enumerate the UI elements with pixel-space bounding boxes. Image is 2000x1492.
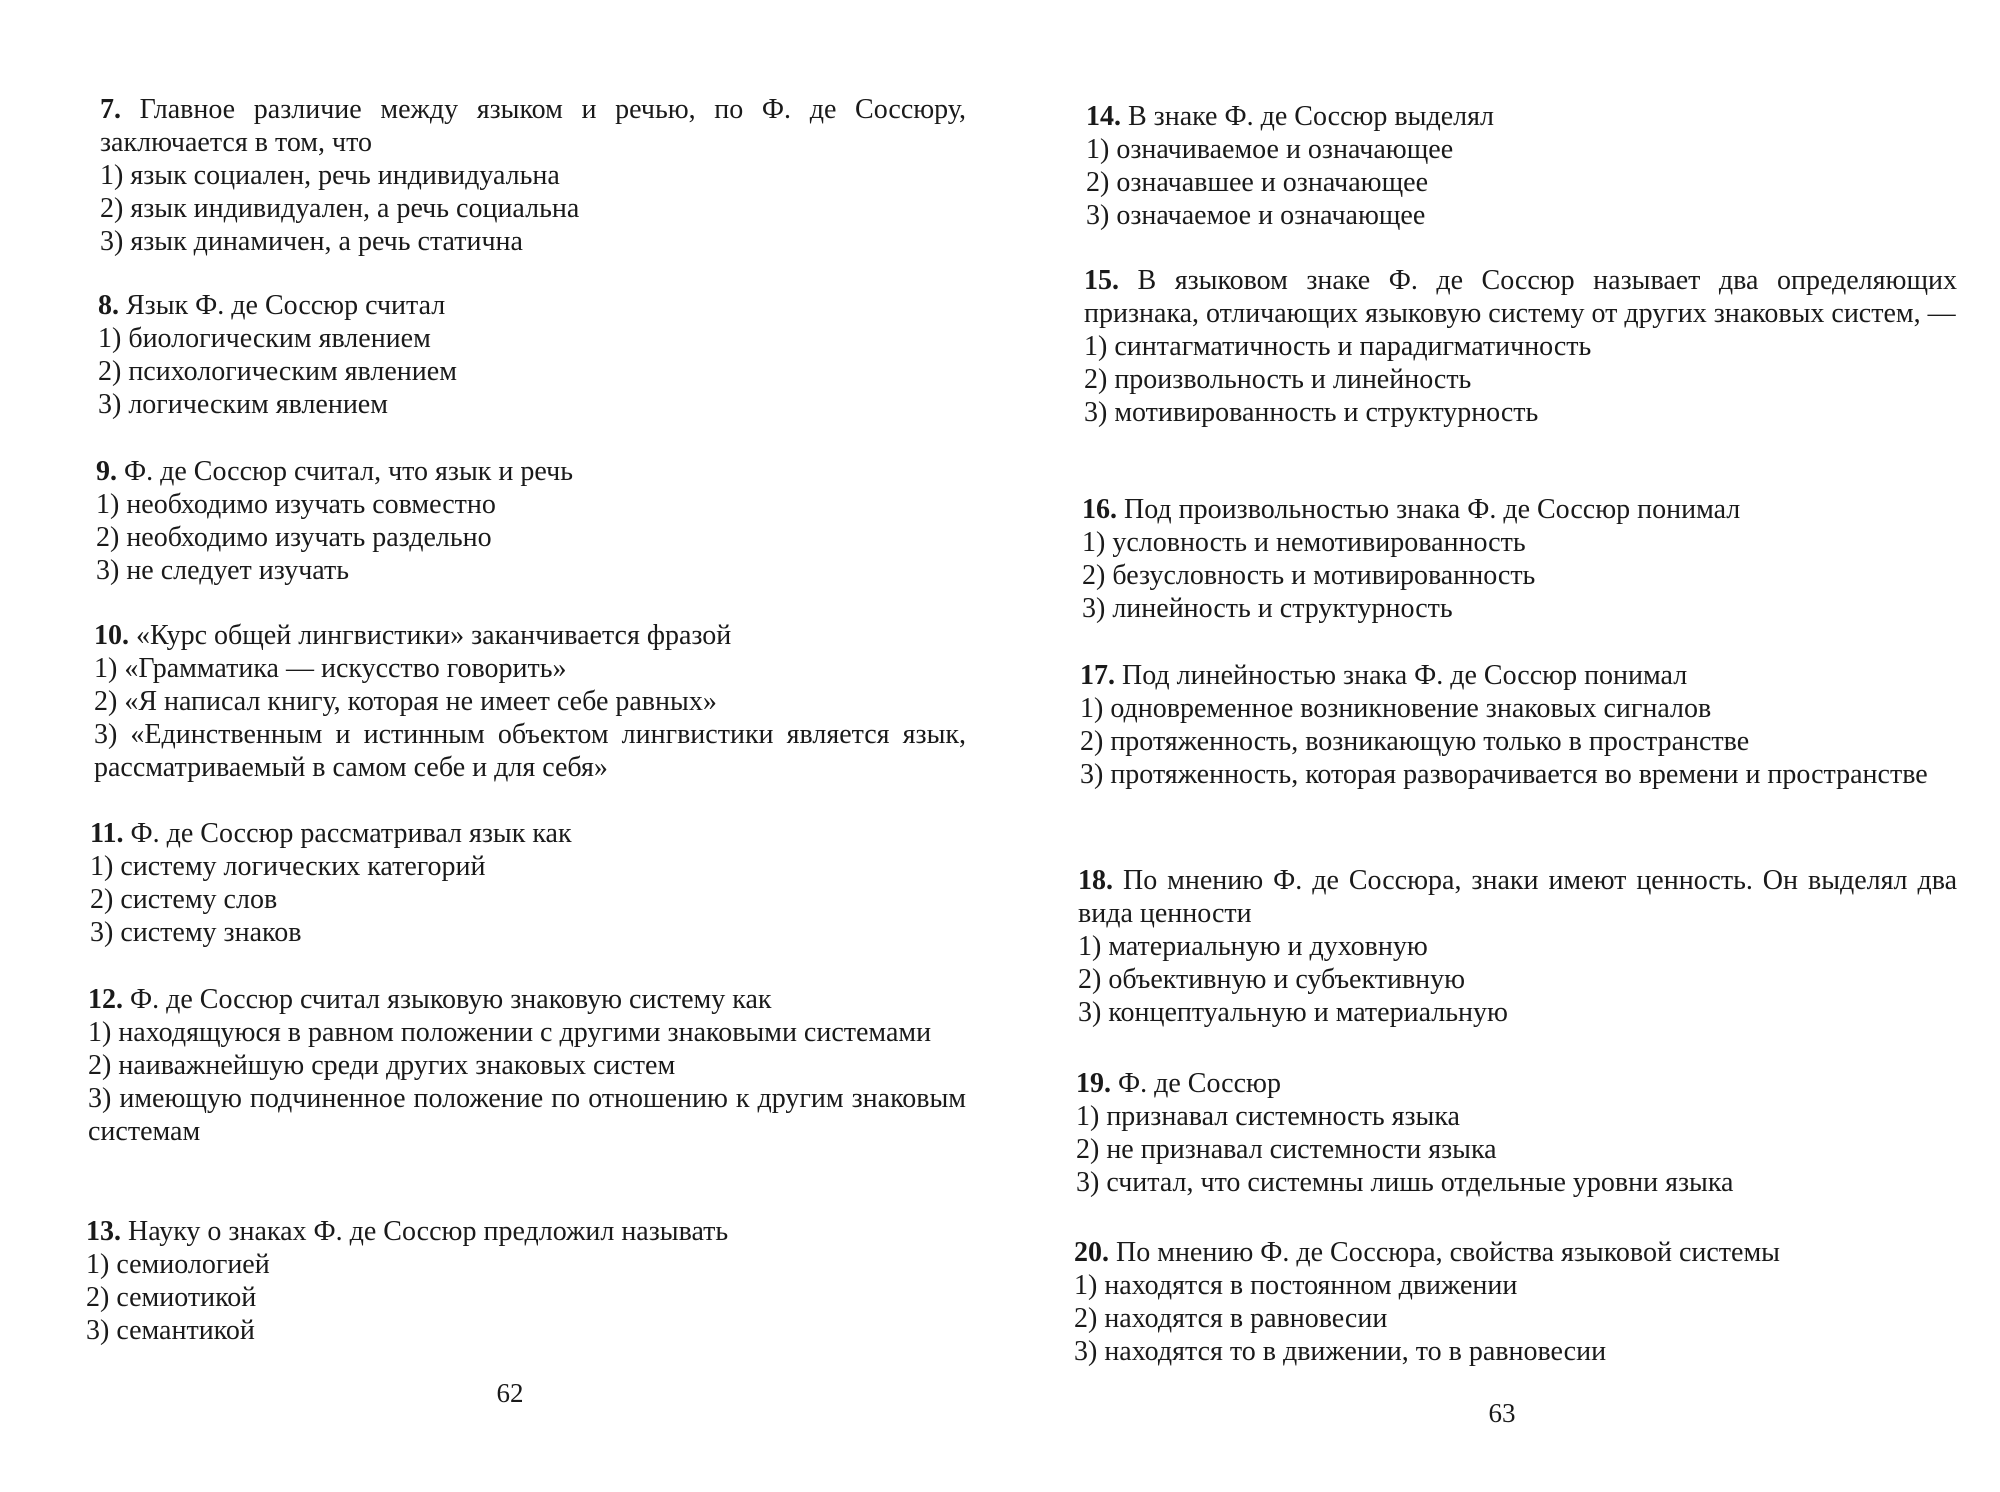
question-number: 10. — [94, 620, 129, 651]
option-2: 2) объективную и субъективную — [1078, 964, 1466, 995]
question-19 — [1076, 1067, 1957, 1199]
option-3: 3) семантикой — [86, 1315, 255, 1346]
question-number: 20. — [1074, 1237, 1109, 1268]
question-15 — [1084, 264, 1957, 429]
option-1: 1) синтагматичность и парадигматичность — [1084, 331, 1592, 362]
option-1: 1) признавал системность языка — [1076, 1101, 1460, 1132]
question-number: 19. — [1076, 1068, 1111, 1099]
question-12 — [88, 983, 966, 1148]
question-11 — [90, 817, 966, 949]
question-stem: Под произвольностью знака Ф. де Соссюр понимал — [1124, 494, 1741, 525]
option-2: 2) произвольность и линейность — [1084, 364, 1472, 395]
question-stem: По мнению Ф. де Соссюра, знаки имеют ценность. Он выделял два вида ценности — [1078, 865, 1957, 929]
option-1: 1) означиваемое и означающее — [1086, 134, 1454, 165]
option-2: 2) семиотикой — [86, 1282, 257, 1313]
option-1: 1) условность и немотивированность — [1082, 527, 1526, 558]
option-2: 2) означавшее и означающее — [1086, 167, 1429, 198]
question-20 — [1074, 1236, 1957, 1368]
question-stem: Под линейностью знака Ф. де Соссюр понимал — [1122, 660, 1688, 691]
question-9 — [96, 455, 966, 587]
question-number: 15. — [1084, 265, 1119, 296]
question-number: 8. — [98, 290, 119, 321]
question-stem: По мнению Ф. де Соссюра, свойства языковой системы — [1116, 1237, 1780, 1268]
question-number: 13. — [86, 1216, 121, 1247]
question-stem: Ф. де Соссюр считал, что язык и речь — [124, 456, 573, 487]
option-3: 3) концептуальную и материальную — [1078, 997, 1508, 1028]
question-stem: Главное различие между языком и речью, по Ф. де Соссюру, заключается в том, что — [100, 94, 966, 158]
question-number: 9. — [96, 456, 117, 487]
option-3: 3) линейность и структурность — [1082, 593, 1453, 624]
question-number: 12. — [88, 984, 123, 1015]
question-number: 18. — [1078, 865, 1113, 896]
option-3: 3) имеющую подчиненное положение по отношению к другим знаковым системам — [88, 1083, 966, 1147]
question-stem: Язык Ф. де Соссюр считал — [126, 290, 446, 321]
question-8 — [98, 289, 966, 421]
question-stem: Ф. де Соссюр рассматривал язык как — [130, 818, 572, 849]
option-1: 1) «Грамматика — искусство говорить» — [94, 653, 567, 684]
question-stem: «Курс общей лингвистики» заканчивается фразой — [136, 620, 732, 651]
option-1: 1) язык социален, речь индивидуальна — [100, 160, 560, 191]
option-3: 3) находятся то в движении, то в равновесии — [1074, 1336, 1607, 1367]
question-10 — [94, 619, 966, 784]
option-2: 2) находятся в равновесии — [1074, 1303, 1388, 1334]
option-1: 1) семиологией — [86, 1249, 270, 1280]
option-1: 1) биологическим явлением — [98, 323, 431, 354]
question-number: 16. — [1082, 494, 1117, 525]
option-2: 2) безусловность и мотивированность — [1082, 560, 1536, 591]
option-3: 3) не следует изучать — [96, 555, 349, 586]
option-1: 1) находятся в постоянном движении — [1074, 1270, 1518, 1301]
question-17 — [1080, 659, 1957, 791]
question-stem: В языковом знаке Ф. де Соссюр называет два определяющих признака, отличающих языковую систему от других знаковых систем, — — [1084, 265, 1957, 329]
option-2: 2) систему слов — [90, 884, 278, 915]
option-3: 3) логическим явлением — [98, 389, 388, 420]
option-1: 1) необходимо изучать совместно — [96, 489, 496, 520]
question-number: 11. — [90, 818, 124, 849]
option-3: 3) язык динамичен, а речь статична — [100, 226, 523, 257]
page-number-right: 63 — [1488, 1398, 1516, 1428]
question-7 — [100, 93, 966, 258]
page-number-left: 62 — [496, 1378, 524, 1408]
option-2: 2) «Я написал книгу, которая не имеет себе равных» — [94, 686, 717, 717]
question-13 — [86, 1215, 966, 1347]
option-2: 2) наиважнейшую среди других знаковых систем — [88, 1050, 676, 1081]
option-2: 2) протяженность, возникающую только в пространстве — [1080, 726, 1750, 757]
question-stem: Ф. де Соссюр считал языковую знаковую систему как — [130, 984, 772, 1015]
question-number: 14. — [1086, 101, 1121, 132]
option-3: 3) «Единственным и истинным объектом лингвистики является язык, рассматриваемый в самом себе и для себя» — [94, 719, 966, 783]
question-14 — [1086, 100, 1957, 232]
option-3: 3) мотивированность и структурность — [1084, 397, 1539, 428]
question-stem: Ф. де Соссюр — [1118, 1068, 1281, 1099]
option-3: 3) протяженность, которая разворачивается во времени и пространстве — [1080, 759, 1928, 790]
option-1: 1) материальную и духовную — [1078, 931, 1428, 962]
question-number: 17. — [1080, 660, 1115, 691]
question-stem: Науку о знаках Ф. де Соссюр предложил называть — [128, 1216, 729, 1247]
option-1: 1) систему логических категорий — [90, 851, 486, 882]
option-2: 2) язык индивидуален, а речь социальна — [100, 193, 580, 224]
option-3: 3) считал, что системны лишь отдельные уровни языка — [1076, 1167, 1734, 1198]
option-2: 2) не признавал системности языка — [1076, 1134, 1497, 1165]
option-1: 1) находящуюся в равном положении с другими знаковыми системами — [88, 1017, 932, 1048]
question-number: 7. — [100, 94, 121, 125]
option-1: 1) одновременное возникновение знаковых сигналов — [1080, 693, 1712, 724]
option-3: 3) означаемое и означающее — [1086, 200, 1426, 231]
question-16 — [1082, 493, 1957, 625]
question-stem: В знаке Ф. де Соссюр выделял — [1128, 101, 1494, 132]
option-2: 2) необходимо изучать раздельно — [96, 522, 492, 553]
option-3: 3) систему знаков — [90, 917, 302, 948]
option-2: 2) психологическим явлением — [98, 356, 457, 387]
question-18 — [1078, 864, 1957, 1029]
